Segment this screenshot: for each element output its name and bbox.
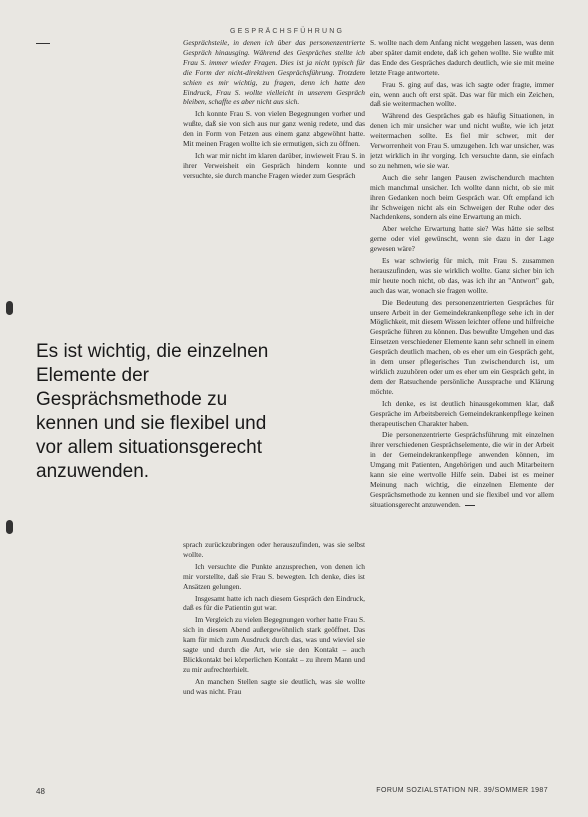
column-middle-bottom [183, 540, 365, 772]
paragraph: Auch die sehr langen Pausen zwischendurch machten mich manchmal unsicher. Ich wollte dann nicht, ob sie mit ihren Gedanken noch beim Gespräch war. Oft empfand ich ihr Schweigen nicht als ein Schweigen der Ruhe oder des Nachdenkens, sondern als eine Erwartung an mich. [370, 172, 554, 222]
column-middle-top [183, 38, 365, 290]
paragraph: Gesprächsteile, in denen ich über das personenzentrierte Gespräch hinausging. Während des Gespräches stellte ich Frau S. immer wieder Fragen. Dies ist ja nicht typisch für die Form der nicht-direktiven Gesprächsführung. Trotzdem schien es mir wichtig, zu fragen, denn ich hatte den Eindruck, Frau S. wollte vielleicht in unserem Gespräch bleiben, schaffte es aber nicht aus sich. [183, 38, 365, 107]
paragraph: Im Vergleich zu vielen Begegnungen vorher hatte Frau S. sich in diesem Abend außergewöhnlich stark geöffnet. Das kam für mich zum Ausdruck durch das, was und wieviel sie sagte und durch die Art, wie sie den Kontakt – auch Blickkontakt bei körperlichen Kontakt – zu ihrem Mann und zu mir aufrechterhielt. [183, 615, 365, 674]
paragraph: Insgesamt hatte ich nach diesem Gespräch den Eindruck, daß es für die Patientin gut war. [183, 593, 365, 613]
paragraph: sprach zurückzubringen oder herauszufinden, was sie selbst wollte. [183, 540, 365, 559]
paragraph: Während des Gespräches gab es häufig Situationen, in denen ich mir unsicher war und nicht wußte, wie ich jetzt weitermachen sollte. Es fiel mir schwer, mit der Verworrenheit von Frau S. umzugehen. Ich war unsicher, was jetzt wirklich in ihr vorging. Ich versuchte dann, sie einfach so zu nehmen, wie sie war. [370, 111, 554, 170]
binder-hole-top [6, 301, 13, 315]
binder-hole-bottom [6, 520, 13, 534]
header-rule [36, 43, 50, 44]
paragraph: Frau S. ging auf das, was ich sagte oder fragte, immer ein, wenn auch oft erst spät. Das war für mich ein Zeichen, daß sie weitermachen wollte. [370, 79, 554, 109]
page-number: 48 [36, 787, 45, 796]
pull-quote: Es ist wichtig, die einzelnen Elemente der Gesprächsmethode zu kennen und sie flexibel und vor allem situationsgerecht anzuwenden. [36, 341, 269, 482]
column-right [370, 38, 554, 778]
end-of-article-mark [465, 505, 475, 506]
paragraph: Ich denke, es ist deutlich hinausgekommen klar, daß Gespräche im Arbeitsbereich Gemeindekrankenpflege keinen therapeutischen Charakter haben. [370, 398, 554, 428]
paragraph: Die Bedeutung des personenzentrierten Gespräches für unsere Arbeit in der Gemeindekrankenpflege sehe ich in der Möglichkeit, mit diesem Wissen leichter offene und hilfreiche Gespräche führen zu können. Das bewußte Umgehen und das Einsetzen verschiedener Elemente kann sehr schnell in einem Gespräch deutlich machen, ob es eher um ein Gespräch geht, in dem unser pflegerisches Tun zwischendurch ist, um wirklich zuzuhören oder um es eher um ein Gespräch geht, in dem der Ratsuchende persönliche Aussprache und Klärung möchte. [370, 297, 554, 396]
journal-footer: FORUM SOZIALSTATION NR. 39/SOMMER 1987 [376, 787, 548, 794]
paragraph: Aber welche Erwartung hatte sie? Was hätte sie selbst gerne oder viel gewünscht, wenn sie dazu in der Lage gewesen wäre? [370, 224, 554, 254]
paragraph: Ich konnte Frau S. von vielen Begegnungen vorher und wußte, daß sie von sich aus nur ganz wenig redete, und das den in Form von Fetzen aus einem ganz abgewöhnt hatte. Mit meinen Fragen wollte ich sie ermutigen, sich zu öffnen. [183, 109, 365, 149]
section-header: GESPRÄCHSFÜHRUNG [230, 28, 345, 35]
paragraph: Es war schwierig für mich, mit Frau S. zusammen herauszufinden, was sie wirklich wollte. Ganz sicher bin ich mir heute noch nicht, ob das, was ich ihr an "Antwort" gab, auch das war, wonach sie fragen wollte. [370, 256, 554, 295]
paragraph-last [370, 430, 554, 509]
paragraph-text: Die personenzentrierte Gesprächsführung mit einzelnen ihrer verschiedenen Gesprächselemente, die wir in der Arbeit in der Gemeindekrankenpflege anwenden können, im Umgang mit Patienten, Angehörigen und auch Mitarbeitern kann sie eine wertvolle Hilfe sein. Dabei ist es meiner Meinung nach wichtig, die einzelnen Elemente der Gesprächsmethode zu kennen und sie flexibel und vor allem situationsgerecht anzuwenden. [370, 430, 554, 509]
paragraph: Ich versuchte die Punkte anzusprechen, von denen ich mir vorstellte, daß sie Frau S. bewegten. Ich denke, dies ist Ansätzen gelungen. [183, 561, 365, 591]
paragraph: Ich war mir nicht im klaren darüber, inwieweit Frau S. in ihrer Verweisheit ein Gespräch hindern konnte und versuchte, sie durch manche Fragen wieder zum Gespräch [183, 150, 365, 180]
paragraph: An manchen Stellen sagte sie deutlich, was sie wollte und was nicht. Frau [183, 676, 365, 696]
paragraph: S. wollte nach dem Anfang nicht weggehen lassen, was denn aber später damit endete, daß ich gehen wollte. Sie wußte mit das Ende des Gespräches dadurch deutlich, wie sie mit meine letzte Frage antwortete. [370, 38, 554, 77]
